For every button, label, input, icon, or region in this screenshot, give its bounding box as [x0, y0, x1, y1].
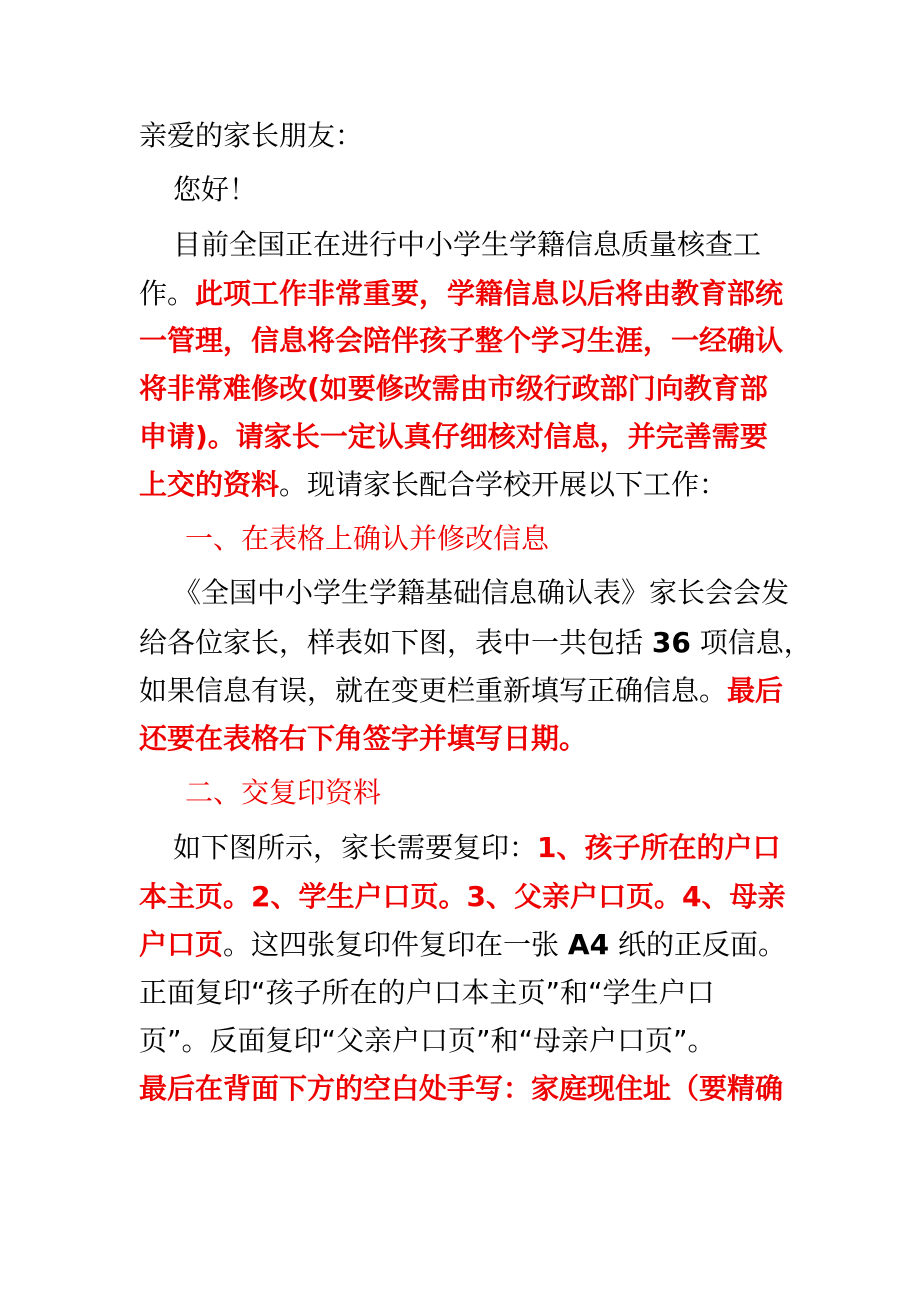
section-2-line-6: 最后在背面下方的空白处手写：家庭现住址（要精确	[139, 1072, 784, 1105]
section-1-line-1: 《全国中小学生学籍基础信息确认表》家长会会发	[173, 576, 790, 609]
paragraph-1-line-1: 目前全国正在进行中小学生学籍信息质量核查工	[173, 228, 762, 261]
section-2-paper-size: A4	[567, 928, 610, 961]
section-1-line-2-b: 项信息，	[690, 626, 812, 659]
paragraph-1-line-4: 将非常难修改(如要修改需由市级行政部门向教育部	[139, 372, 768, 405]
greeting: 亲爱的家长朋友：	[139, 119, 364, 152]
paragraph-1-line-6-black: 。现请家长配合学校开展以下工作：	[279, 468, 728, 501]
section-2-line-1	[173, 829, 781, 867]
paragraph-1-line-6-red: 上交的资料	[139, 468, 280, 501]
section-1-line-3	[139, 672, 783, 710]
section-2-line-3-red: 户口页	[139, 928, 224, 961]
section-1-item-count: 36	[651, 626, 691, 659]
paragraph-1-line-6	[139, 466, 727, 504]
section-1-line-2-a: 给各位家长，样表如下图，表中一共包括	[139, 626, 652, 659]
section-2-line-1-black: 如下图所示，家长需要复印：	[173, 831, 538, 864]
paragraph-1-line-2-red: 此项工作非常重要，学籍信息以后将由教育部统	[195, 277, 784, 310]
paragraph-1-line-3: 一管理，信息将会陪伴孩子整个学习生涯，一经确认	[139, 324, 784, 357]
paragraph-1-line-2	[139, 275, 783, 313]
section-1-heading: 一、在表格上确认并修改信息	[185, 522, 550, 555]
section-2-line-4: 正面复印“孩子所在的户口本主页”和“学生户口	[139, 976, 715, 1009]
section-2-line-3-black-a: 。这四张复印件复印在一张	[223, 928, 568, 961]
section-2-heading: 二、交复印资料	[185, 776, 382, 809]
section-2-line-3-black-b: 纸的正反面。	[609, 928, 786, 961]
section-1-line-4: 还要在表格右下角签字并填写日期。	[139, 722, 588, 755]
section-1-line-3-black: 如果信息有误，就在变更栏重新填写正确信息。	[139, 674, 728, 707]
section-2-line-2: 本主页。2、学生户口页。3、父亲户口页。4、母亲	[139, 880, 786, 913]
section-2-line-1-red: 1、孩子所在的户口	[537, 831, 781, 864]
section-1-line-2	[139, 624, 812, 662]
paragraph-1-line-5: 申请)。请家长一定认真仔细核对信息，并完善需要	[139, 420, 768, 453]
hello-line: 您好！	[173, 173, 258, 206]
section-1-line-3-red: 最后	[727, 674, 784, 707]
section-2-line-3	[139, 926, 786, 964]
paragraph-1-line-2-black: 作。	[139, 277, 196, 310]
section-2-line-5: 页”。反面复印“父亲户口页”和“母亲户口页”。	[139, 1024, 716, 1057]
